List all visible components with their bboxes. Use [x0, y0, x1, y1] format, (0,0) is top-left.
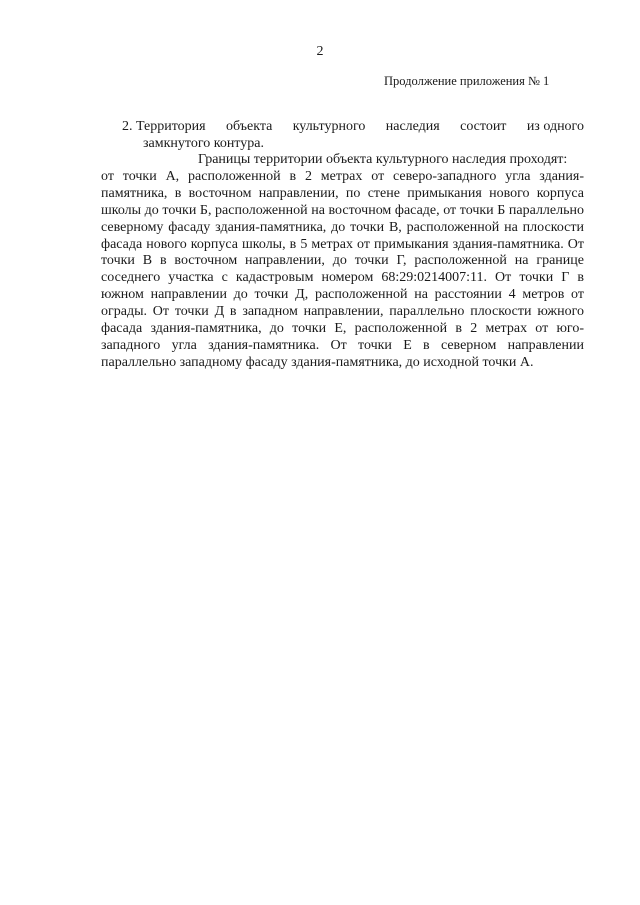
item-word: из: [526, 119, 540, 134]
boundary-text: от точки А, расположенной в 2 метрах от северо-западного угла здания-памятника, в восточном направлении, по стене примыкания нового корпуса школы до точки Б, расположенной на восточном фасаде, от точки Б параллельно северному фасаду здания-памятника, до точки В, расположенной на плоскости фасада нового корпуса школы, в 5 метрах от примыкания здания-памятника. От точки В в восточном направлении, до точки Г, расположенной на границе соседнего участка с кадастровым номером 68:29:0214007:11. От точки Г в южном направлении до точки Д, расположенной на расстоянии 4 метров от ограды. От точки Д в западном направлении, параллельно плоскости южного фасада здания-памятника, до точки Е, расположенной в 2 метрах от юго-западного угла здания-памятника. От точки Е в северном направлении параллельно западному фасаду здания-памятника, до исходной точки А.: [101, 168, 584, 370]
item-word: состоит: [460, 119, 507, 134]
item-number: 2.: [122, 119, 133, 134]
item-last-words: [527, 118, 584, 135]
item-2-second-line: замкнутого контура.: [143, 136, 264, 151]
appendix-continuation-label: Продолжение приложения № 1: [384, 74, 550, 88]
item-word: наследия: [385, 119, 440, 134]
boundary-description: [101, 152, 584, 372]
item-2-first-line: [122, 118, 584, 135]
item-2: [122, 118, 584, 152]
item-number-and-word: [122, 118, 206, 135]
item-word: культурного: [292, 119, 366, 134]
boundary-intro: Границы территории объекта культурного наследия проходят:: [198, 152, 568, 167]
item-word: одного: [543, 119, 584, 134]
item-word: Территория: [136, 119, 206, 134]
page-number: 2: [316, 44, 324, 59]
item-word: объекта: [225, 119, 273, 134]
